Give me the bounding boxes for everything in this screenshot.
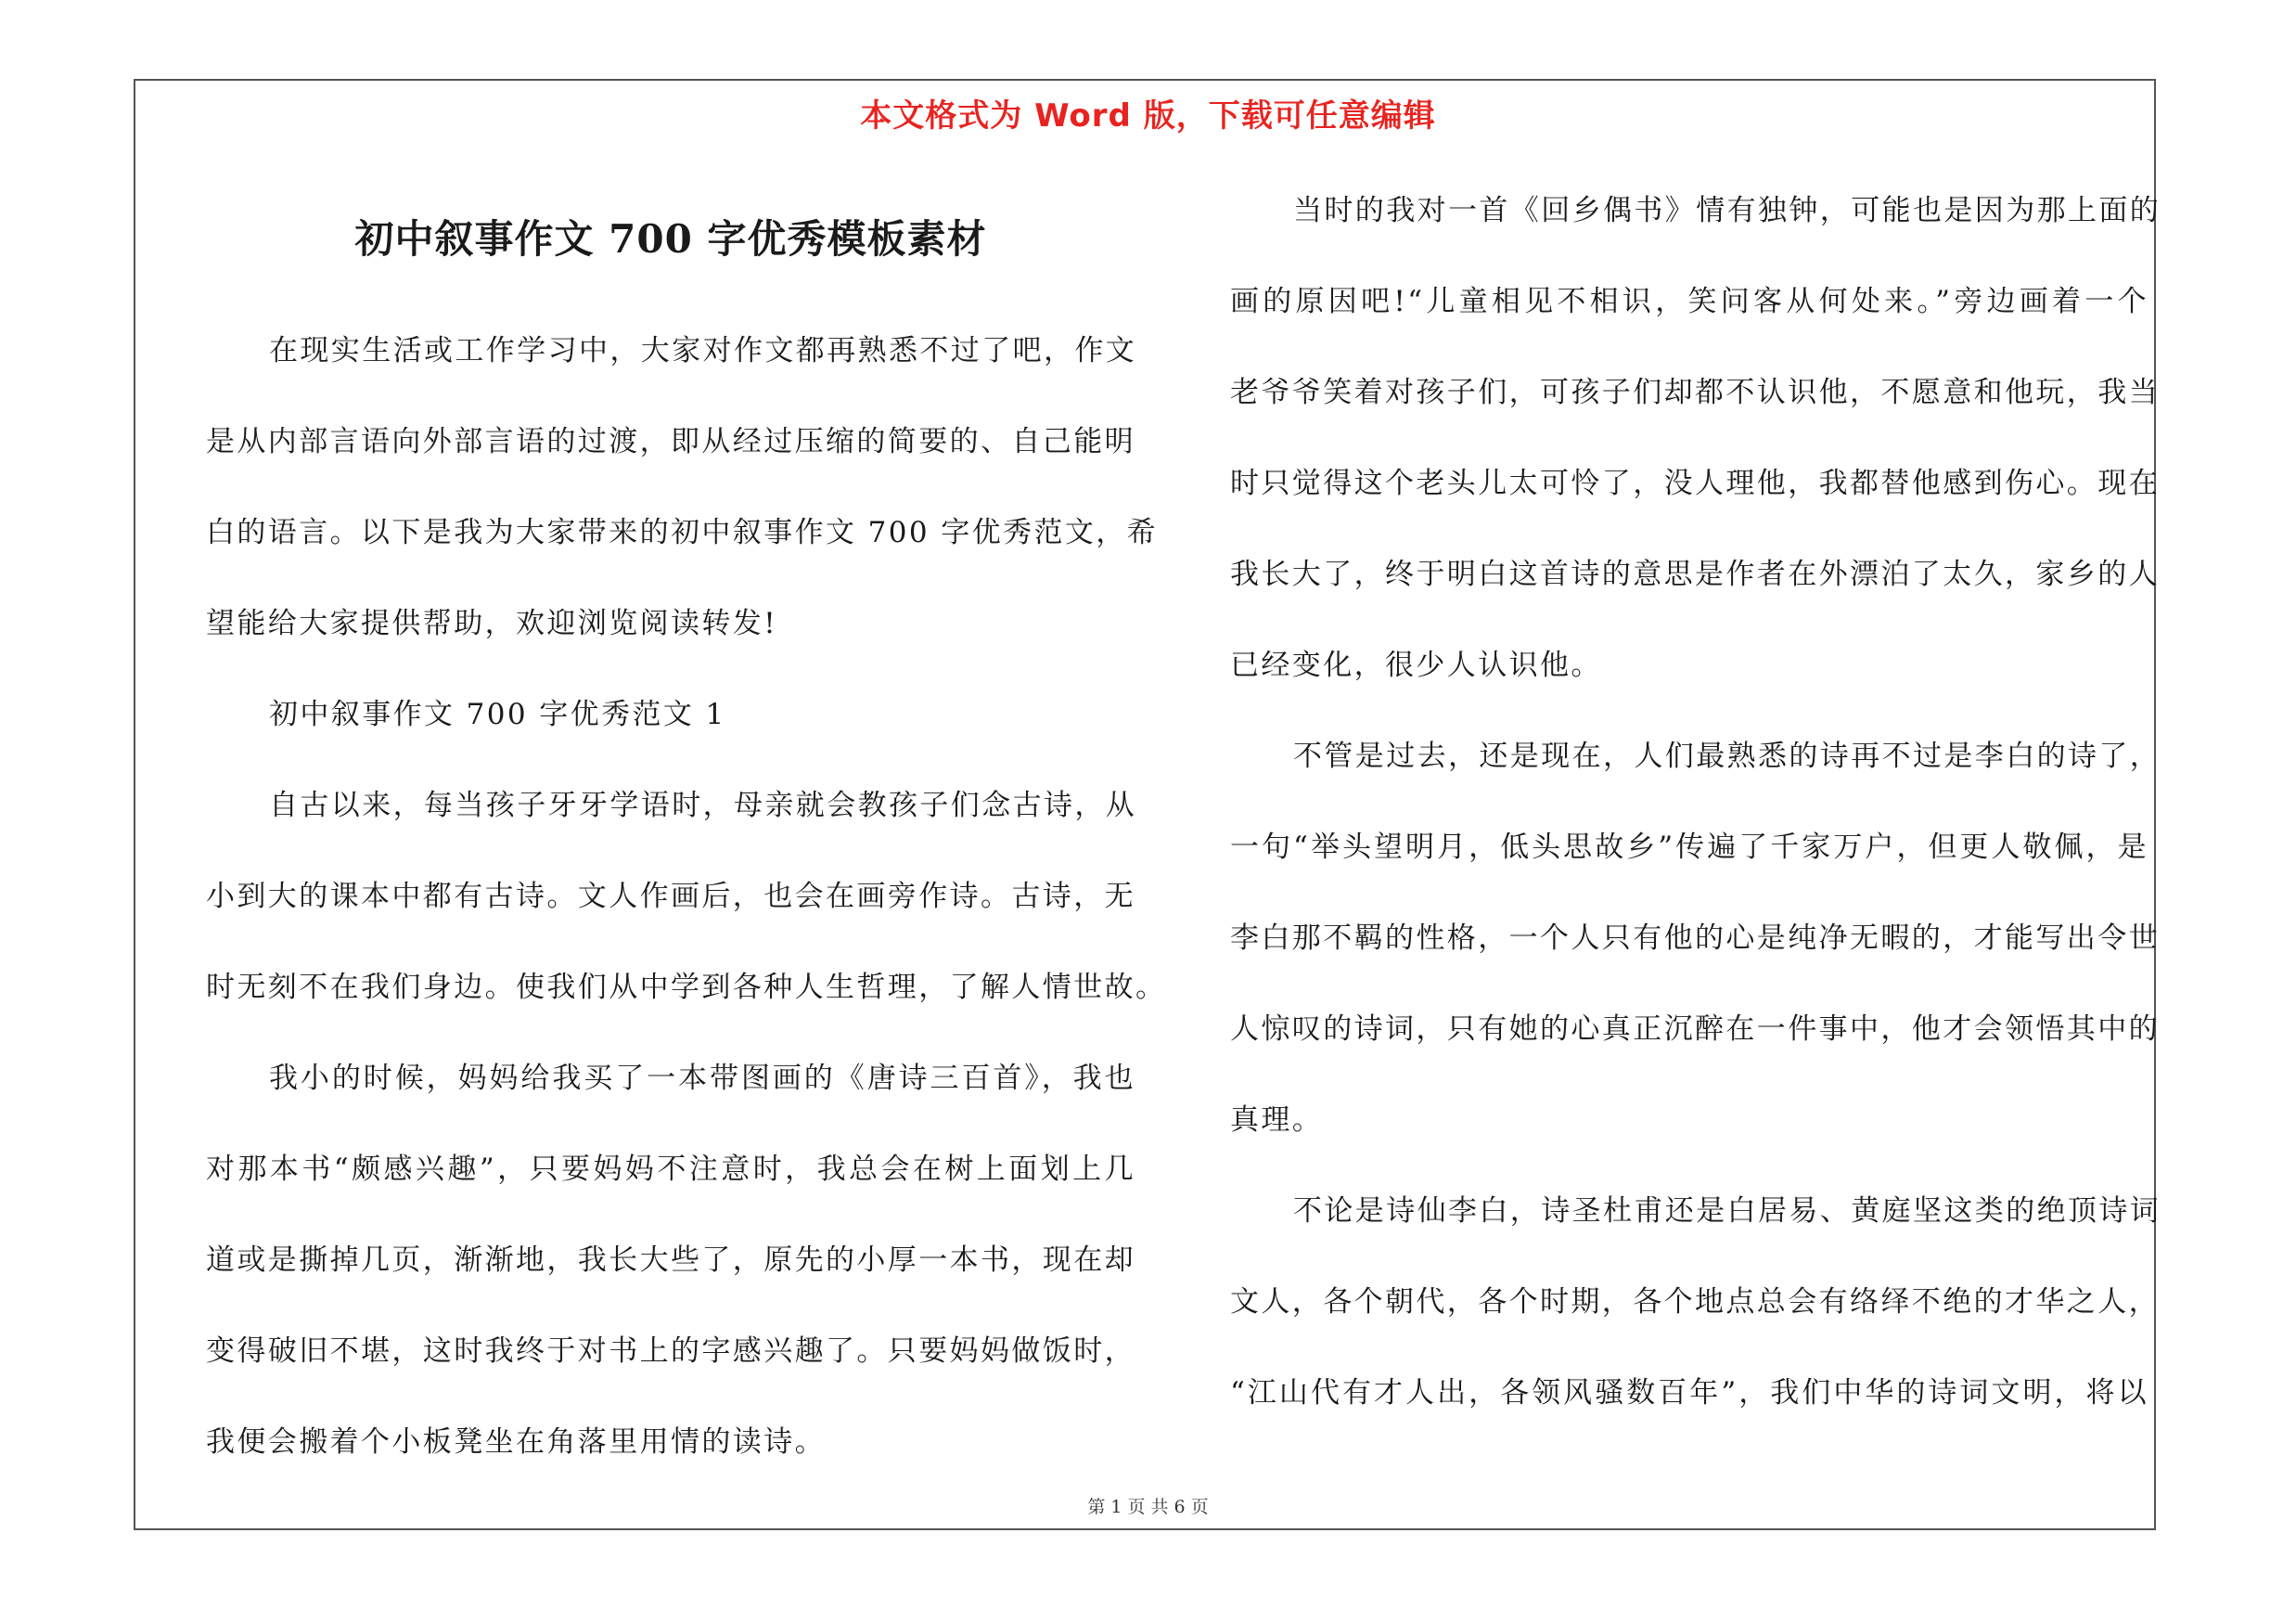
text-line: 老爷爷笑着对孩子们，可孩子们却都不认识他，不愿意和他玩，我当 — [1230, 376, 2160, 409]
format-banner: 本文格式为 Word 版，下载可任意编辑 — [860, 97, 1436, 135]
text-line: 时无刻不在我们身边。使我们从中学到各种人生哲理，了解人情世故。 — [206, 971, 1167, 1004]
text-line: 白的语言。以下是我为大家带来的初中叙事作文 700 字优秀范文，希 — [206, 516, 1159, 549]
text-line: 当时的我对一首《回乡偶书》情有独钟，可能也是因为那上面的 — [1293, 194, 2161, 227]
text-line: 人惊叹的诗词，只有她的心真正沉醉在一件事中，他才会领悟其中的 — [1230, 1012, 2160, 1046]
text-line: 不管是过去，还是现在，人们最熟悉的诗再不过是李白的诗了， — [1293, 740, 2161, 773]
text-line: 我长大了，终于明白这首诗的意思是作者在外漂泊了太久，家乡的人 — [1230, 558, 2160, 591]
text-line: 自古以来，每当孩子牙牙学语时，母亲就会教孩子们念古诗，从 — [269, 789, 1137, 822]
text-line: 望能给大家提供帮助，欢迎浏览阅读转发! — [206, 607, 778, 640]
text-line: 时只觉得这个老头儿太可怜了，没人理他，我都替他感到伤心。现在 — [1230, 467, 2160, 500]
text-line: 真理。 — [1230, 1103, 1324, 1137]
text-line: 对那本书“颇感兴趣”，只要妈妈不注意时，我总会在树上面划上几 — [206, 1153, 1135, 1186]
section-heading: 初中叙事作文 700 字优秀范文 1 — [269, 698, 726, 731]
text-line: 是从内部言语向外部言语的过渡，即从经过压缩的简要的、自己能明 — [206, 425, 1135, 458]
page-number: 第 1 页 共 6 页 — [1087, 1497, 1209, 1517]
text-line: 我便会搬着个小板凳坐在角落里用情的读诗。 — [206, 1425, 826, 1459]
text-line: “江山代有才人出，各领风骚数百年”，我们中华的诗词文明，将以 — [1230, 1376, 2148, 1410]
text-line: 我小的时候，妈妈给我买了一本带图画的《唐诗三百首》，我也 — [269, 1062, 1135, 1095]
document-title: 初中叙事作文 700 字优秀模板素材 — [354, 216, 987, 262]
text-line: 李白那不羁的性格，一个人只有他的心是纯净无暇的，才能写出令世 — [1230, 921, 2160, 955]
text-line: 一句“举头望明月，低头思故乡”传遍了千家万户，但更人敬佩，是 — [1230, 831, 2148, 864]
text-line: 变得破旧不堪，这时我终于对书上的字感兴趣了。只要妈妈做饭时， — [206, 1334, 1135, 1368]
text-line: 道或是撕掉几页，渐渐地，我长大些了，原先的小厚一本书，现在却 — [206, 1243, 1135, 1277]
text-line: 小到大的课本中都有古诗。文人作画后，也会在画旁作诗。古诗，无 — [206, 880, 1135, 913]
text-line: 文人，各个朝代，各个时期，各个地点总会有络绎不绝的才华之人， — [1230, 1285, 2160, 1319]
text-line: 已经变化，很少人认识他。 — [1230, 649, 1602, 682]
text-line: 在现实生活或工作学习中，大家对作文都再熟悉不过了吧，作文 — [269, 334, 1137, 367]
text-line: 不论是诗仙李白，诗圣杜甫还是白居易、黄庭坚这类的绝顶诗词 — [1293, 1194, 2161, 1228]
text-line: 画的原因吧!“儿童相见不相识，笑问客从何处来。”旁边画着一个 — [1230, 285, 2148, 318]
